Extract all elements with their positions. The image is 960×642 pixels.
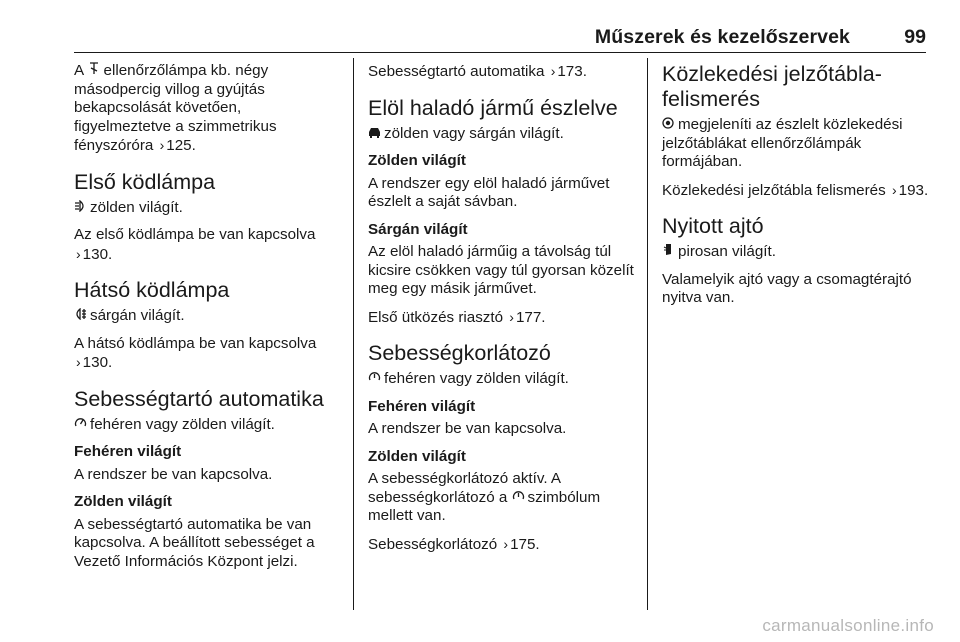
cruise-white-text: A rendszer be van kapcsolva.	[74, 465, 273, 483]
sub-heading-green: Zölden világít	[74, 493, 172, 510]
door-open-icon	[662, 243, 674, 262]
page-ref-arrow-icon: ›	[509, 308, 514, 325]
front-fog-status: zölden világít.	[74, 199, 342, 218]
cruise-status: fehéren vagy zölden világít.	[74, 416, 342, 435]
watermark: carmanualsonline.info	[762, 616, 934, 635]
page-ref-arrow-icon: ›	[550, 63, 556, 79]
rear-fog-text: A hátsó ködlámpa be van kapcsolva › 130.	[74, 334, 317, 371]
page-ref-arrow-icon: ›	[159, 137, 165, 153]
vehicle-ahead-icon	[368, 125, 380, 144]
rear-fog-status: sárgán világít.	[74, 307, 342, 326]
page-number: 99	[904, 26, 926, 48]
collision-alert-ref: Első ütközés riasztó › 177.	[368, 308, 546, 326]
sub-heading-green: Zölden világít	[368, 447, 466, 465]
sub-heading-yellow: Sárgán világít	[368, 220, 468, 238]
vehicle-ahead-yellow-text: Az elöl haladó járműig a távolság túl kicsire csökken vagy túl gyorsan közelít meg egy másik járművet.	[368, 243, 634, 297]
front-fog-lamp-icon	[74, 199, 86, 218]
section-heading-door-open: Nyitott ajtó	[662, 214, 764, 238]
speed-limiter-icon	[512, 489, 524, 508]
section-heading-rear-fog: Hátsó ködlámpa	[74, 278, 230, 302]
cruise-control-icon	[74, 416, 86, 435]
header-rule	[74, 52, 926, 53]
section-heading-front-fog: Első ködlámpa	[74, 169, 216, 194]
column-3	[662, 62, 930, 317]
column-2	[368, 62, 636, 563]
sub-heading-white: Fehéren világít	[368, 397, 476, 415]
limiter-status: fehéren vagy zölden világít.	[368, 370, 636, 389]
sub-heading-green: Zölden világít	[368, 152, 466, 169]
limiter-green-text: A sebességkorlátozó aktív. A sebességkorlátozó a szimbólum mellett van.	[368, 470, 601, 524]
traffic-sign-ref: Közlekedési jelzőtábla felismerés › 193.	[662, 181, 929, 199]
door-open-status: pirosan világít.	[662, 243, 930, 262]
vehicle-ahead-status: zölden vagy sárgán világít.	[368, 125, 636, 144]
traffic-sign-icon	[662, 116, 674, 135]
page-ref-arrow-icon: ›	[891, 181, 897, 198]
rear-fog-lamp-icon	[74, 307, 86, 326]
cruise-green-text: A sebességtartó automatika be van kapcsolva. A beállított sebességet a Vezető Információs Központ jelzi.	[74, 515, 315, 570]
seatbelt-warning-icon	[88, 62, 100, 81]
column-divider-2	[647, 58, 648, 610]
column-1	[74, 62, 342, 580]
traffic-sign-text: megjeleníti az észlelt közlekedési jelzőtáblákat ellenőrzőlámpák formájában.	[662, 116, 903, 170]
page-ref-arrow-icon: ›	[76, 245, 81, 262]
page-ref-arrow-icon: ›	[503, 535, 509, 552]
section-heading-vehicle-ahead: Elöl haladó jármű észlelve	[368, 95, 618, 120]
front-fog-text: Az első ködlámpa be van kapcsolva › 130.	[74, 226, 316, 263]
intro-paragraph: A ellenőrzőlámpa kb. négy másodpercig villog a gyújtás bekapcsolását követően, figyelmeztetve a szimmetrikus fényszóróra › 125.	[74, 62, 277, 154]
speed-limiter-ref: Sebességkorlátozó › 175.	[368, 535, 540, 553]
sub-heading-white: Fehéren világít	[74, 443, 182, 460]
column-divider-1	[353, 58, 354, 610]
speed-limiter-icon	[368, 370, 380, 389]
continuation-ref: Sebességtartó automatika › 173.	[368, 63, 587, 80]
section-heading-traffic-sign: Közlekedési jelzőtábla-felismerés	[662, 62, 882, 111]
limiter-white-text: A rendszer be van kapcsolva.	[368, 420, 567, 437]
vehicle-ahead-green-text: A rendszer egy elöl haladó járművet észlelt a saját sávban.	[368, 174, 610, 210]
chapter-title: Műszerek és kezelőszervek	[594, 26, 850, 48]
page-ref-arrow-icon: ›	[76, 354, 81, 370]
door-open-text: Valamelyik ajtó vagy a csomagtérajtó nyitva van.	[662, 270, 912, 306]
section-heading-speed-limiter: Sebességkorlátozó	[368, 341, 551, 365]
section-heading-cruise-control: Sebességtartó automatika	[74, 386, 324, 411]
